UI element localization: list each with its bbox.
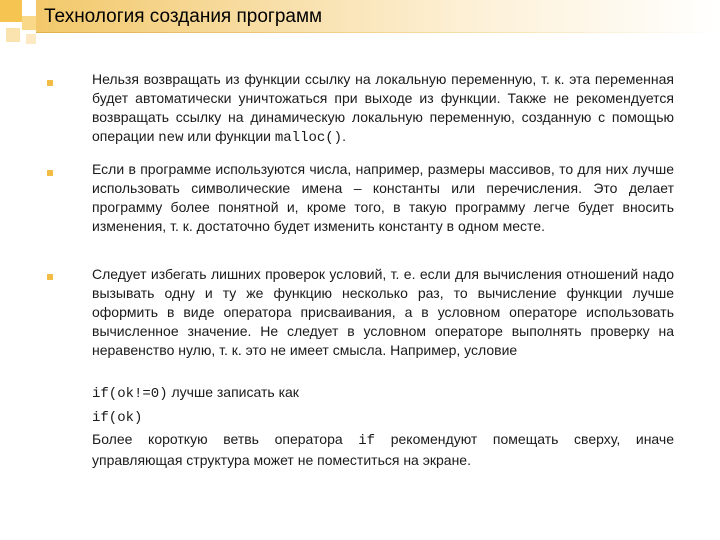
page-title: Технология создания программ — [44, 6, 323, 27]
paragraph-text: . — [342, 128, 346, 144]
paragraph-text: лучше записать как — [167, 384, 299, 400]
decor-square — [22, 16, 36, 30]
code-if-ok: if(ok) — [92, 410, 143, 426]
code-example-line — [92, 407, 142, 428]
paragraph-text: или функции — [183, 128, 275, 144]
paragraph-3-tail — [92, 430, 674, 470]
decor-square — [0, 0, 22, 22]
paragraph-text: Более короткую ветвь оператора — [92, 431, 359, 447]
code-malloc: malloc() — [274, 130, 343, 146]
bullet-marker — [47, 80, 53, 86]
code-new: new — [158, 130, 184, 146]
paragraph-text: Нельзя возвращать из функции ссылку на локальную переменную, т. к. эта переменная будет автоматически уничтожаться при выходе из функции. Также не рекомендуется возвращать ссылку на динамическую локальную переменную, созданную с помощью операции — [92, 71, 674, 144]
title-underline — [36, 32, 720, 33]
paragraph-2: Если в программе используются числа, например, размеры массивов, то для них лучше использовать символические имена – константы или перечисления. Это делает программу более понятной и, кроме того, в такую программу легче будет вносить изменения, т. к. достаточно будет изменить константу в одном месте. — [92, 161, 674, 234]
bullet-marker — [47, 170, 53, 176]
paragraph-3: Следует избегать лишних проверок условий, т. е. если для вычисления отношений надо вызывать одну и ту же функцию несколько раз, то вычисление функции лучше оформить в виде оператора присваивания, а в условном операторе использовать вычисленное значение. Не следует в условном операторе выполнять проверку на неравенство нулю, т. к. это не имеет смысла. Например, условие — [92, 266, 674, 358]
bullet-marker — [47, 274, 53, 280]
decor-square — [6, 28, 20, 42]
paragraph-1 — [92, 70, 674, 148]
paragraph-text: рекомендуют помещать сверху, иначе управляющая структура может не поместиться на экране. — [92, 431, 674, 468]
code-if-ok-neq-0: if(ok!=0) — [92, 386, 168, 402]
code-if: if — [358, 433, 376, 449]
code-example-line — [92, 383, 299, 404]
decor-square — [26, 34, 36, 44]
